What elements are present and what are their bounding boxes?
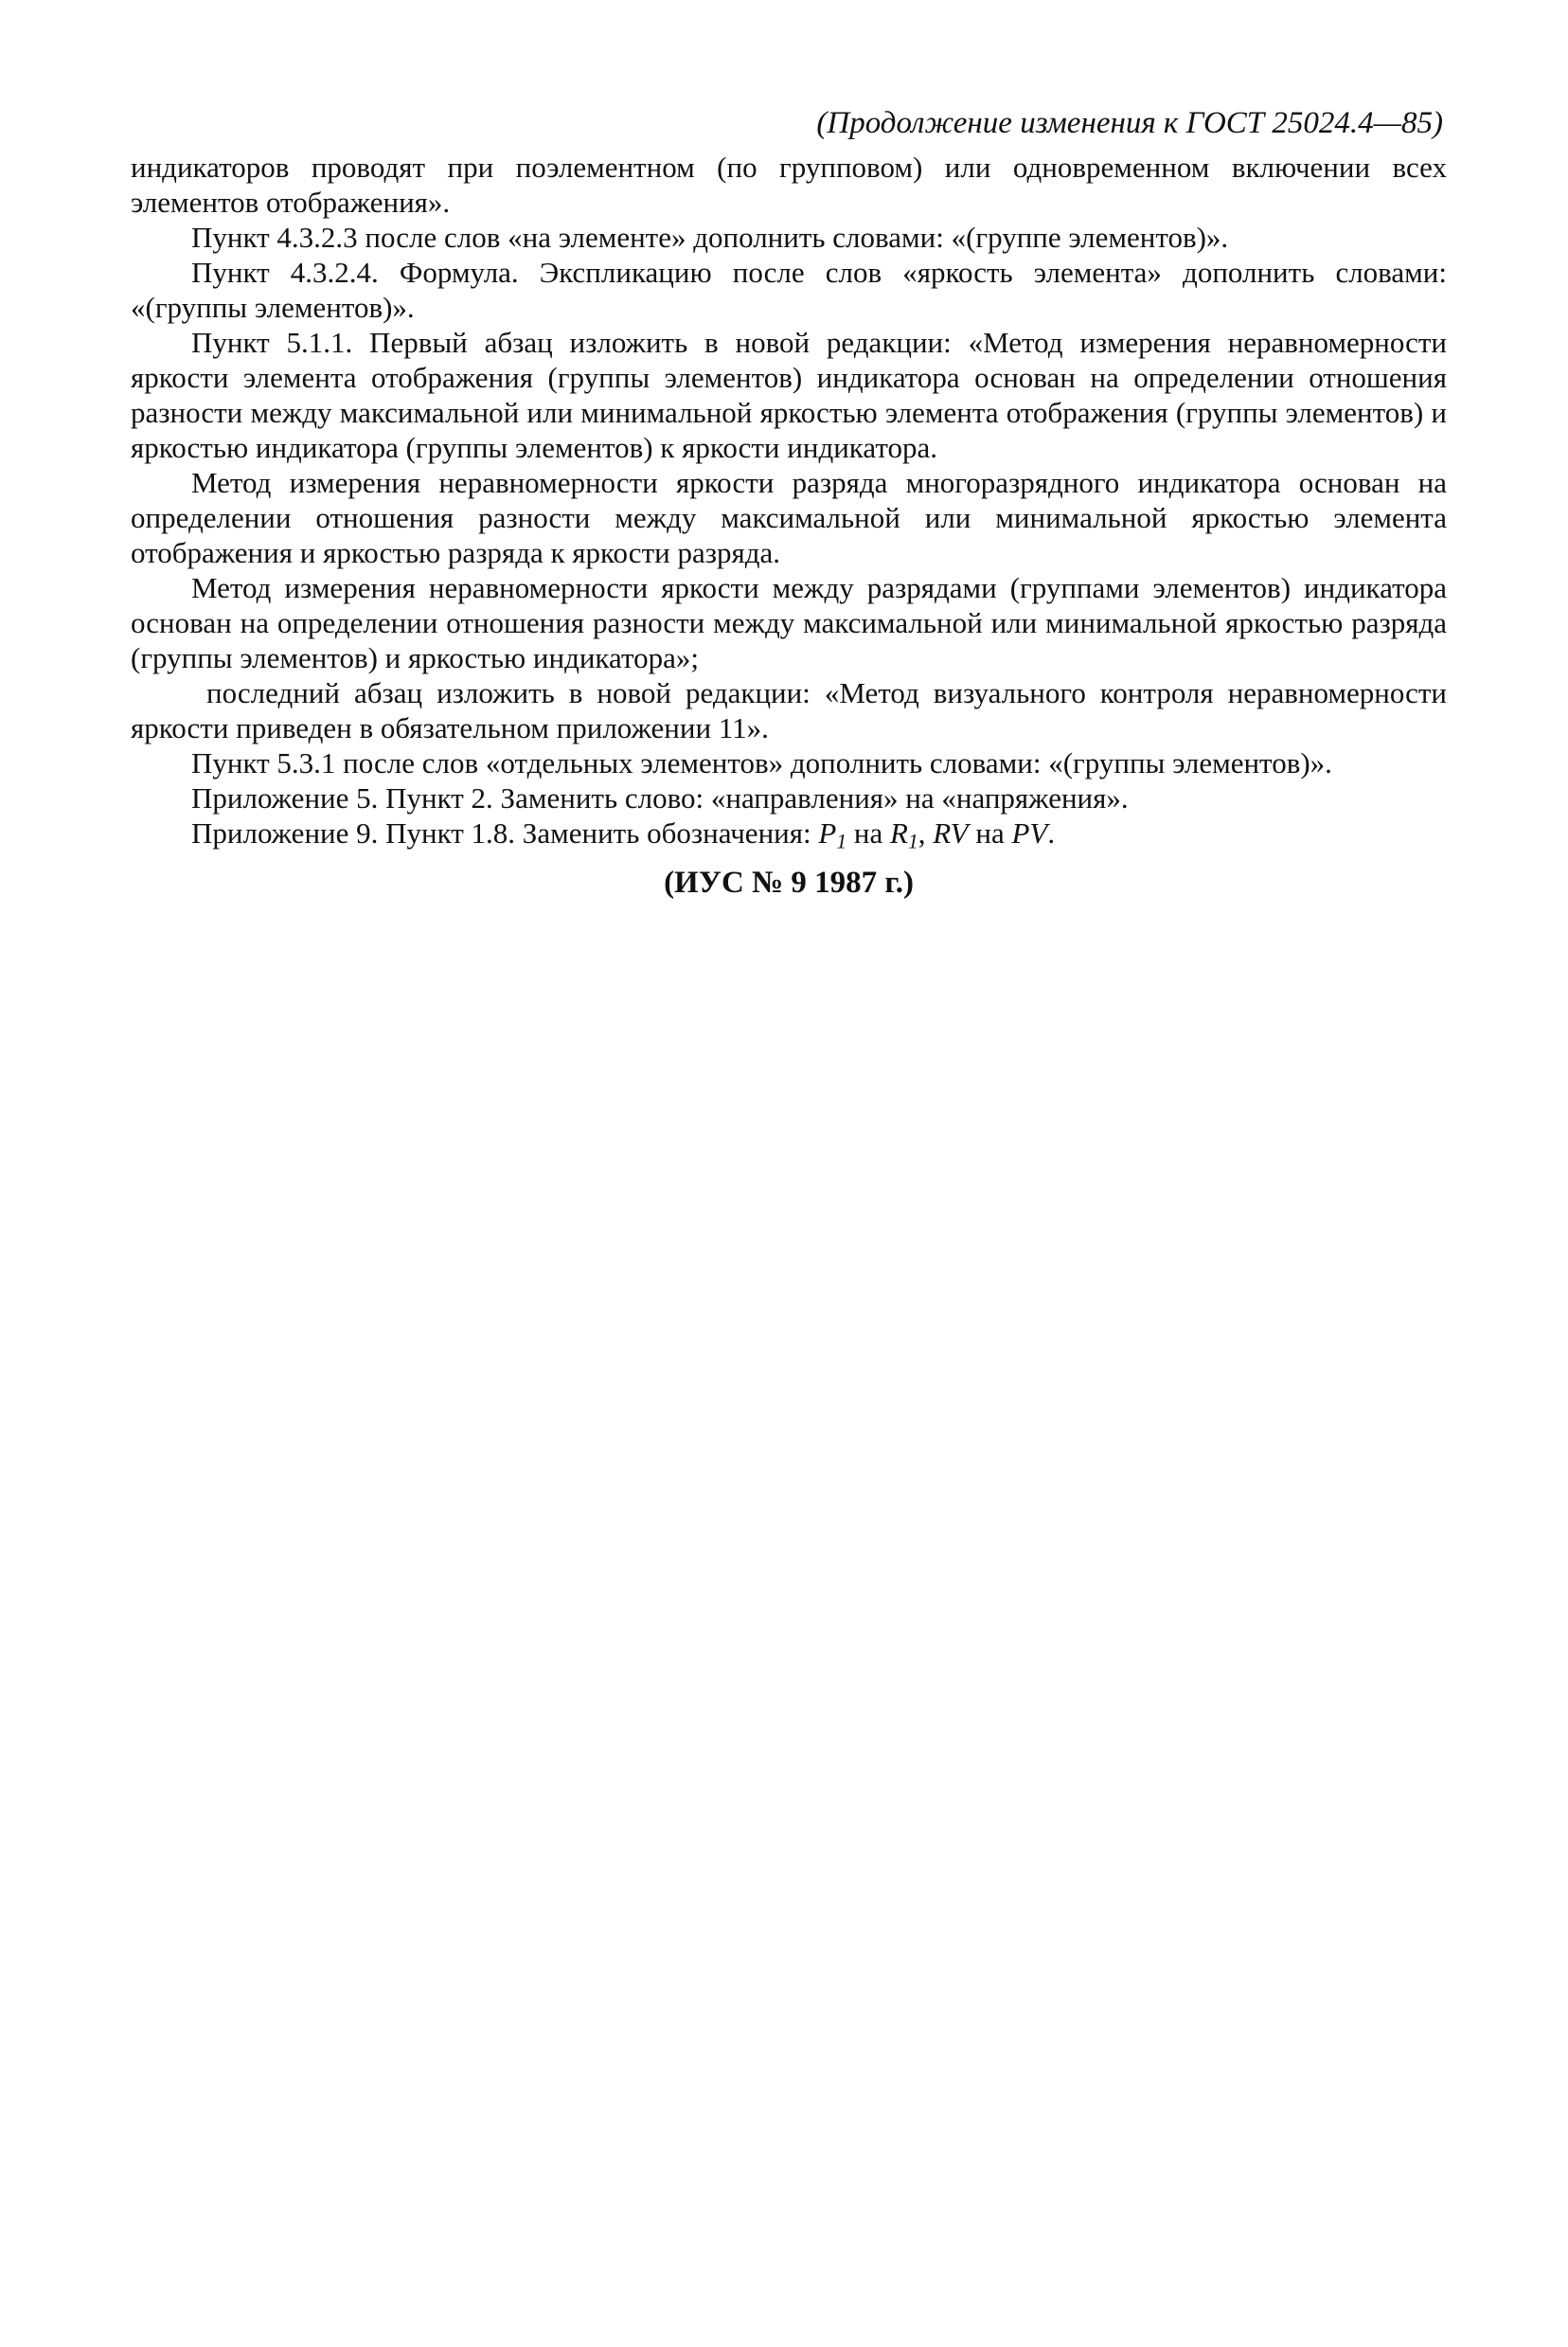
paragraph-item-4-3-2-4: Пункт 4.3.2.4. Формула. Экспликацию после слов «яркость элемента» дополнить словами: «(группы элементов)».: [131, 256, 1447, 324]
paragraph-last-abzac: последний абзац изложить в новой редакции: «Метод визуального контроля неравномерности яркости приведен в обязательном приложении 11».: [131, 676, 1447, 744]
appendix-9-prefix: Приложение 9. Пункт 1.8. Заменить обозначения:: [191, 816, 819, 850]
appendix-9-end: .: [1047, 816, 1056, 850]
symbol-r1: $R_1$: [890, 816, 918, 853]
paragraph-item-5-1-1: Пункт 5.1.1. Первый абзац изложить в новой редакции: «Метод измерения неравномерности яркости элемента отображения (группы элементов) индикатора основан на определении отношения разности между максимальной или минимальной яркостью элемента отображения (группы элементов) и яркостью индикатора (группы элементов) к яркости индикатора.: [131, 326, 1447, 464]
paragraph-method-between-digits: Метод измерения неравномерности яркости между разрядами (группами элементов) индикатора основан на определении отношения разности между максимальной или минимальной яркостью разряда (группы элементов) и яркостью индикатора»;: [131, 571, 1447, 674]
paragraph-continuation: индикаторов проводят при поэлементном (по групповом) или одновременном включении всех элементов отображения».: [131, 151, 1447, 219]
symbol-pv: PV: [1011, 816, 1048, 850]
word-na-1: на: [846, 816, 891, 850]
paragraph-appendix-5: Приложение 5. Пункт 2. Заменить слово: «направления» на «напряжения».: [191, 781, 1129, 815]
paragraph-item-5-3-1: Пункт 5.3.1 после слов «отдельных элементов» дополнить словами: «(группы элементов)».: [191, 746, 1332, 779]
continuation-header: (Продолжение изменения к ГОСТ 25024.4—85): [816, 106, 1443, 140]
symbol-rv: RV: [933, 816, 969, 850]
paragraph-item-4-3-2-3: Пункт 4.3.2.3 после слов «на элементе» дополнить словами: «(группе элементов)».: [191, 221, 1229, 254]
word-na-2: на: [968, 816, 1012, 850]
paragraph-appendix-9: [131, 815, 1447, 851]
ius-reference: (ИУС № 9 1987 г.): [664, 866, 914, 900]
document-page: [131, 104, 1447, 902]
separator-comma: ,: [918, 816, 934, 850]
paragraph-method-digit: Метод измерения неравномерности яркости разряда многоразрядного индикатора основан на определении отношения разности между максимальной или минимальной яркостью элемента отображения и яркостью разряда к яркости разряда.: [131, 466, 1447, 569]
symbol-p1: $P_1$: [818, 816, 847, 853]
